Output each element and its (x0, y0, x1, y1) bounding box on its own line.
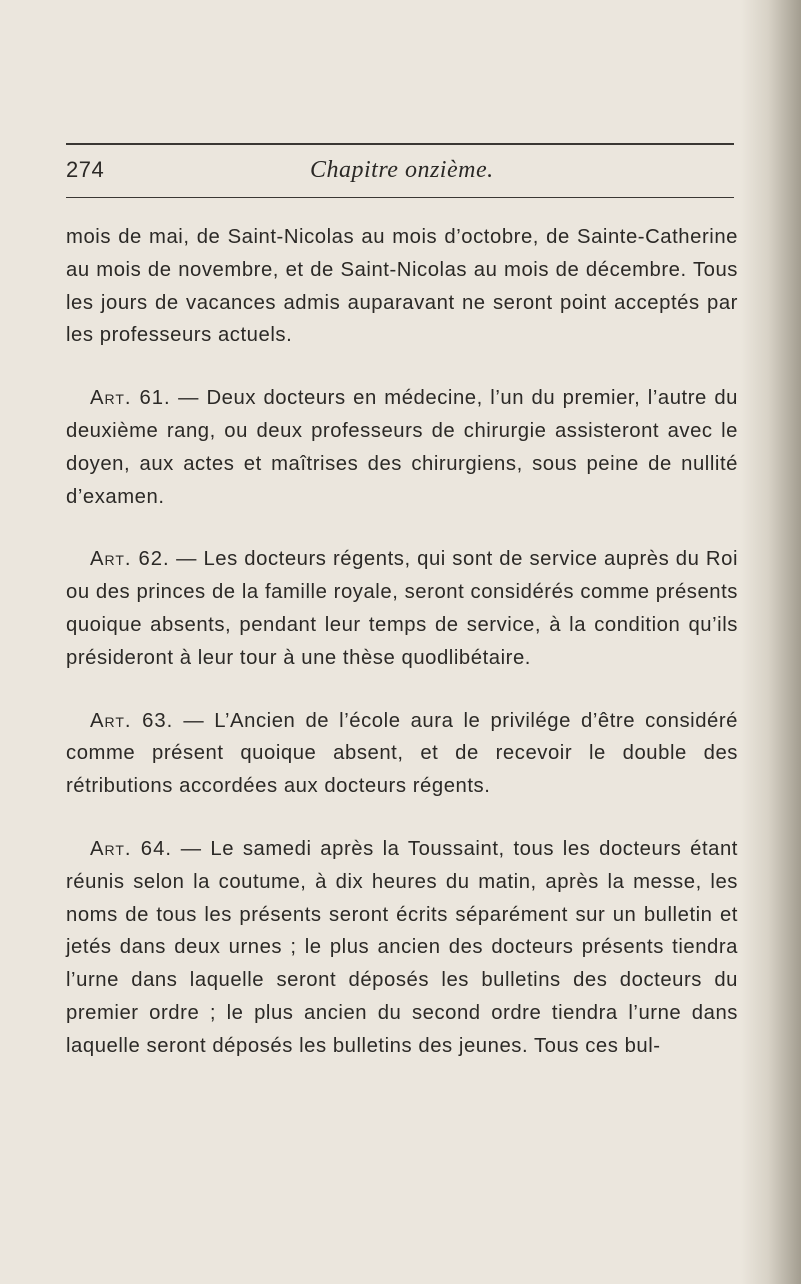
paragraph-text: — Le samedi après la Toussaint, tous les docteurs étant réunis selon la coutume, à dix heures du matin, après la messe, les noms de tous les présents seront écrits séparément sur un bulletin et jetés dans deux urnes ; le plus ancien des docteurs présents tiendra l’urne dans laquelle seront déposés les bulletins des docteurs du premier ordre ; le plus ancien du second ordre tiendra l’urne dans laquelle seront déposés les bulletins des jeunes. Tous ces bul- (66, 837, 738, 1057)
article-62 (66, 543, 738, 674)
paragraph-text: — L’Ancien de l’école aura le privilége d’être considéré comme présent quoique absent, et de recevoir le double des rétributions accordées aux docteurs régents. (66, 709, 738, 798)
article-label: Art. 61. (90, 387, 171, 410)
article-63 (66, 705, 738, 803)
paragraph-text: mois de mai, de Saint-Nicolas au mois d’octobre, de Sainte-Catherine au mois de novembre, et de Saint-Nicolas au mois de décembre. Tous les jours de vacances admis auparavant ne seront point acceptés par les professeurs actuels. (66, 226, 738, 347)
paragraph-text: — Deux docteurs en médecine, l’un du premier, l’autre du deuxième rang, ou deux professeurs de chirurgie assisteront avec le doyen, aux actes et maîtrises des chirurgiens, sous peine de nullité d’examen. (66, 387, 738, 508)
page-number: 274 (66, 157, 105, 182)
paragraph-continuation (66, 221, 738, 352)
article-label: Art. 63. (90, 709, 174, 732)
article-label: Art. 62. (90, 548, 170, 571)
running-title: Chapitre onzième. (310, 157, 494, 183)
paragraph-text: — Les docteurs régents, qui sont de service auprès du Roi ou des princes de la famille royale, seront considérés comme présents quoique absents, pendant leur temps de service, à la condition qu’ils présideront à leur tour à une thèse quodlibétaire. (66, 548, 739, 669)
header-rule-bottom (66, 197, 734, 198)
article-64 (66, 833, 738, 1063)
article-61 (66, 382, 738, 513)
page-edge-shadow (741, 0, 801, 1284)
body-text (66, 221, 738, 1063)
article-label: Art. 64. (90, 837, 172, 860)
page-header (66, 157, 734, 193)
header-rule-top (66, 143, 734, 145)
